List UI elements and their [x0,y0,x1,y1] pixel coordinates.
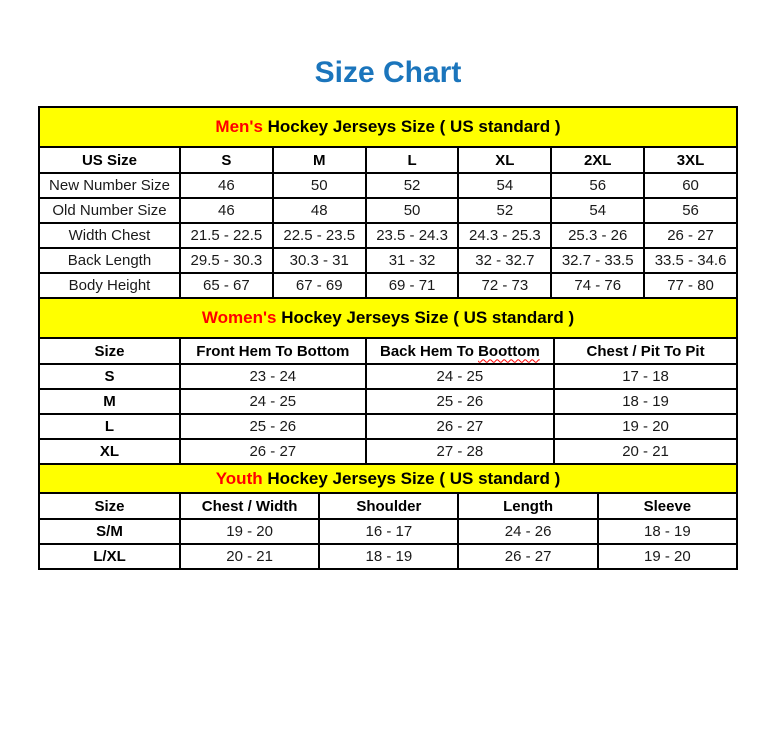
youth-column-header: Shoulder [319,493,458,519]
mens-column-header: 3XL [644,147,737,173]
womens-band-rest: Hockey Jerseys Size ( US standard ) [276,308,575,327]
mens-size-value: 46 [180,198,273,223]
youth-column-header: Chest / Width [180,493,319,519]
womens-column-header: Size [39,338,180,364]
mens-size-value: 32.7 - 33.5 [551,248,644,273]
mens-size-value: 69 - 71 [366,273,459,298]
mens-band-title [39,107,737,147]
mens-size-value: 65 - 67 [180,273,273,298]
mens-band-row [39,107,737,147]
mens-row-label: Width Chest [39,223,180,248]
youth-band-title [39,464,737,493]
womens-size-value: 19 - 20 [554,414,737,439]
youth-size-value: 18 - 19 [598,519,737,544]
womens-table-row [39,389,737,414]
womens-size-value: 24 - 25 [180,389,366,414]
youth-size-value: 26 - 27 [458,544,597,569]
youth-row-label: S/M [39,519,180,544]
womens-size-value: 25 - 26 [366,389,554,414]
misspelled-word-squiggle: Boottom [478,342,540,360]
mens-size-value: 23.5 - 24.3 [366,223,459,248]
youth-size-table [38,463,738,570]
mens-table-row [39,273,737,298]
youth-size-value: 24 - 26 [458,519,597,544]
mens-size-value: 24.3 - 25.3 [458,223,551,248]
womens-row-label: S [39,364,180,389]
womens-size-value: 20 - 21 [554,439,737,464]
mens-size-value: 67 - 69 [273,273,366,298]
mens-table-row [39,198,737,223]
youth-size-value: 20 - 21 [180,544,319,569]
mens-table-row [39,173,737,198]
mens-table-row [39,248,737,273]
youth-table-row [39,519,737,544]
youth-column-header: Sleeve [598,493,737,519]
youth-band-accent-word: Youth [215,468,263,488]
womens-row-label: L [39,414,180,439]
youth-header-row [39,493,737,519]
womens-band-title [39,298,737,338]
mens-size-value: 29.5 - 30.3 [180,248,273,273]
mens-size-value: 54 [458,173,551,198]
womens-band-accent-word: Women's [201,308,277,327]
womens-column-header: Chest / Pit To Pit [554,338,737,364]
mens-size-value: 25.3 - 26 [551,223,644,248]
youth-column-header: Size [39,493,180,519]
womens-header-row [39,338,737,364]
womens-table-row [39,414,737,439]
mens-size-value: 21.5 - 22.5 [180,223,273,248]
womens-size-value: 26 - 27 [366,414,554,439]
mens-size-value: 54 [551,198,644,223]
mens-row-label: Old Number Size [39,198,180,223]
mens-column-header: XL [458,147,551,173]
womens-size-value: 24 - 25 [366,364,554,389]
youth-table-row [39,544,737,569]
womens-size-table [38,297,738,465]
womens-size-value: 25 - 26 [180,414,366,439]
page-title: Size Chart [314,56,462,89]
size-chart-page [0,56,776,570]
mens-size-value: 72 - 73 [458,273,551,298]
mens-size-value: 56 [551,173,644,198]
mens-size-value: 46 [180,173,273,198]
mens-header-row [39,147,737,173]
womens-band-row [39,298,737,338]
youth-size-value: 19 - 20 [598,544,737,569]
mens-size-value: 50 [366,198,459,223]
mens-size-value: 50 [273,173,366,198]
youth-size-value: 18 - 19 [319,544,458,569]
mens-table-row [39,223,737,248]
womens-column-header: Front Hem To Bottom [180,338,366,364]
womens-size-value: 17 - 18 [554,364,737,389]
mens-column-header: L [366,147,459,173]
womens-table-row [39,439,737,464]
mens-size-value: 48 [273,198,366,223]
youth-band-rest: Hockey Jerseys Size ( US standard ) [262,468,561,488]
mens-column-header: US Size [39,147,180,173]
mens-band-accent-word: Men's [215,117,263,136]
womens-table-row [39,364,737,389]
mens-column-header: M [273,147,366,173]
youth-band-row [39,464,737,493]
youth-row-label: L/XL [39,544,180,569]
womens-size-value: 23 - 24 [180,364,366,389]
mens-size-value: 22.5 - 23.5 [273,223,366,248]
mens-size-value: 26 - 27 [644,223,737,248]
mens-column-header: S [180,147,273,173]
mens-size-value: 60 [644,173,737,198]
mens-row-label: Back Length [39,248,180,273]
mens-column-header: 2XL [551,147,644,173]
youth-size-value: 16 - 17 [319,519,458,544]
womens-row-label: M [39,389,180,414]
womens-size-value: 26 - 27 [180,439,366,464]
womens-size-value: 18 - 19 [554,389,737,414]
youth-size-value: 19 - 20 [180,519,319,544]
youth-column-header: Length [458,493,597,519]
mens-size-value: 74 - 76 [551,273,644,298]
mens-size-value: 77 - 80 [644,273,737,298]
womens-column-header: Back Hem To Boottom [366,338,554,364]
mens-row-label: New Number Size [39,173,180,198]
size-chart [38,106,738,570]
mens-size-value: 56 [644,198,737,223]
mens-row-label: Body Height [39,273,180,298]
mens-size-value: 32 - 32.7 [458,248,551,273]
mens-band-rest: Hockey Jerseys Size ( US standard ) [262,117,561,136]
mens-size-table [38,106,738,299]
womens-row-label: XL [39,439,180,464]
mens-size-value: 31 - 32 [366,248,459,273]
mens-size-value: 33.5 - 34.6 [644,248,737,273]
mens-size-value: 52 [458,198,551,223]
womens-size-value: 27 - 28 [366,439,554,464]
mens-size-value: 30.3 - 31 [273,248,366,273]
mens-size-value: 52 [366,173,459,198]
